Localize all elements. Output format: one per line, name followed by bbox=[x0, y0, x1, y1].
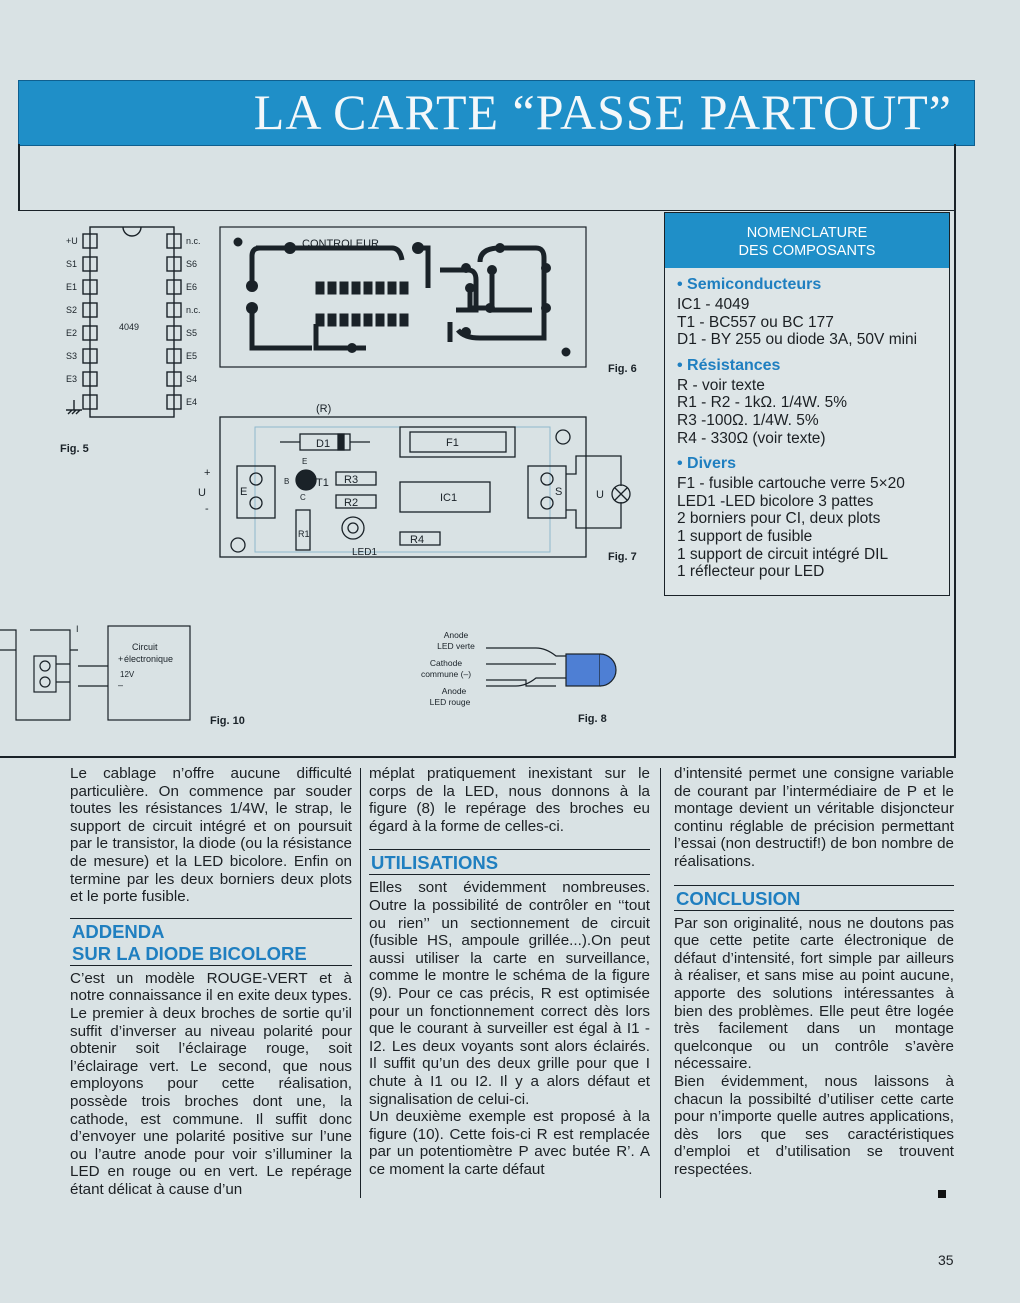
addenda-heading bbox=[70, 918, 352, 966]
nomen-item: T1 - BC557 ou BC 177 bbox=[677, 313, 834, 331]
nomen-item: 1 réflecteur pour LED bbox=[677, 563, 825, 581]
pin-label-right: E4 bbox=[186, 397, 198, 407]
pin-label-left: S2 bbox=[66, 305, 78, 315]
fig7-r2: R2 bbox=[344, 497, 359, 509]
paragraph: C’est un modèle ROUGE-VERT et à notre connaissance il en exite deux types. Le premier à deux broches de sortie qu’il suffit d’inverser au niveau polarité pour obtenir soit l’éclairage rouge, soit l’éclairage vert. Le second, que nous employons pour cette réalisation, possède trois broches dont une, la cathode, est commune. Il suffit donc d’envoyer une polarité positive sur l’une ou l’autre anode pour voir s’illuminer la LED en rouge ou en vert. Le repérage étant délicat à cause d’un bbox=[70, 969, 352, 1198]
fig7-e: E bbox=[240, 486, 248, 498]
figure-area-top-rule bbox=[18, 210, 956, 211]
nomenclature-heading-line2: DES COMPOSANTS bbox=[738, 243, 876, 259]
nomen-item: 1 support de fusible bbox=[677, 527, 813, 545]
paragraph: Elles sont évidemment nombreuses. Outre la possibilité de contrôler en ‘‘tout ou rien’’ un sectionnement de circuit (fusible HS, ampoule grillée...).On peut aussi utiliser la carte en surveillance, comme le montre le schéma de la figure (9). Pour ce cas précis, R est optimisée pour un fonctionnement correct dès lors que le courant à surveiller est égal à I1 - I2. Les deux voyants sont alors éclairés. Il suffit qu’un des deux grille pour que I chute à I1 ou I2. Il y a alors défaut et signalisation de celui-ci. bbox=[369, 879, 650, 1108]
semiconducteurs-title: • Semiconducteurs bbox=[677, 276, 822, 293]
paragraph: Par son originalité, nous ne doutons pas que cette petite carte électronique de défaut d’intensité, fort simple par ailleurs à réaliser, et sans mise au point aucune, apporte des solutions intéressantes à bien des problèmes. Elle peut être logée très facilement dans un montage quelconque ou un contrôle s’avère nécessaire. bbox=[674, 914, 954, 1073]
ic-pad bbox=[328, 314, 336, 326]
ic-pad bbox=[388, 282, 396, 294]
fig5-chip-label: 4049 bbox=[119, 322, 140, 332]
fig8-led bbox=[486, 648, 616, 686]
nomen-item: R1 - R2 - 1kΩ. 1/4W. 5% bbox=[677, 394, 848, 412]
fig7-label: Fig. 7 bbox=[608, 551, 637, 563]
ic-pad bbox=[376, 314, 384, 326]
page-title: LA CARTE “PASSE PARTOUT” bbox=[253, 84, 952, 140]
title-banner bbox=[18, 80, 975, 146]
nomen-item: R3 -100Ω. 1/4W. 5% bbox=[677, 411, 819, 429]
divers-title: • Divers bbox=[677, 455, 736, 473]
fig10-12v: 12V bbox=[120, 670, 135, 679]
nomen-item: 1 support de circuit intégré DIL bbox=[677, 545, 889, 563]
nomen-item: D1 - BY 255 ou diode 3A, 50V mini bbox=[677, 331, 918, 349]
utilisations-heading: UTILISATIONS bbox=[369, 849, 650, 875]
nomenclature-heading bbox=[665, 213, 949, 268]
ic-pad bbox=[364, 314, 372, 326]
ic-pad bbox=[352, 314, 360, 326]
ic-pad bbox=[328, 282, 336, 294]
fig7-plus: + bbox=[204, 467, 211, 479]
nomen-item: F1 - fusible cartouche verre 5×20 bbox=[677, 475, 905, 493]
fig5-label: Fig. 5 bbox=[60, 443, 89, 455]
pin-label-left: E3 bbox=[66, 374, 78, 384]
fig7-u-left: U bbox=[198, 487, 206, 499]
fig7-s: S bbox=[555, 486, 563, 498]
fig8-line1: Anode bbox=[443, 630, 469, 640]
fig7-r4: R4 bbox=[410, 534, 425, 546]
pin-label-left: S1 bbox=[66, 259, 78, 269]
fig7-r-label: (R) bbox=[316, 403, 332, 415]
ic-pad bbox=[376, 282, 384, 294]
page-right-rule bbox=[954, 144, 956, 756]
pin-label-right: n.c. bbox=[186, 236, 201, 246]
fig10-minus: – bbox=[118, 680, 124, 690]
fig8-line5: Anode bbox=[441, 686, 467, 696]
pin-label-right: S5 bbox=[186, 328, 198, 338]
column-rule-1 bbox=[360, 768, 361, 1198]
pin-label-right: E5 bbox=[186, 351, 198, 361]
fig6-pcb bbox=[220, 227, 586, 367]
pin-label-right: n.c. bbox=[186, 305, 201, 315]
paragraph: Bien évidemment, nous laissons à chacun la possibilté d’utiliser cette carte pour n’importe quelle autres applications, dès lors que ses caractéristiques d’emploi et d’utilisation se trouvent respectées. bbox=[674, 1072, 954, 1178]
fig7-ic1: IC1 bbox=[440, 492, 458, 504]
ic-pad bbox=[316, 282, 324, 294]
nomen-item: LED1 -LED bicolore 3 pattes bbox=[677, 492, 874, 510]
ic-pad bbox=[400, 282, 408, 294]
fig7-led: LED1 bbox=[352, 547, 378, 558]
addenda-heading-line1: ADDENDA bbox=[72, 920, 165, 942]
figure-area-bottom-rule bbox=[0, 756, 956, 758]
fig7-d1: D1 bbox=[316, 438, 331, 450]
ic-pad bbox=[364, 282, 372, 294]
figures-illustration bbox=[0, 212, 664, 756]
paragraph: Le cablage n’offre aucune difficulté particulière. On commence par souder toutes les résistances 1/4W, le strap, le support de circuit intégré et on poursuit par le transistor, la diode (ou la résistance de mesure) et la LED bicolore. Enfin on termine par les deux borniers deux plots et le porte fusible. bbox=[70, 765, 352, 906]
fig7-r1: R1 bbox=[298, 529, 310, 539]
pin-label-left: +U bbox=[66, 236, 78, 246]
fig10-box-line2: électronique bbox=[124, 654, 174, 664]
fig7-minus: - bbox=[205, 503, 209, 515]
pin-label-left: S3 bbox=[66, 351, 78, 361]
ic-pad bbox=[352, 282, 360, 294]
fig6-label: Fig. 6 bbox=[608, 363, 637, 375]
fig8-label: Fig. 8 bbox=[578, 713, 607, 725]
nomenclature-box bbox=[664, 212, 950, 596]
resistances-title: • Résistances bbox=[677, 356, 781, 374]
text-column-3 bbox=[674, 765, 954, 1178]
fig8-line3: Cathode bbox=[429, 658, 463, 668]
ic-pad bbox=[340, 282, 348, 294]
fig7-b: B bbox=[284, 477, 290, 486]
pin-label-right: S4 bbox=[186, 374, 198, 384]
nomenclature-heading-line1: NOMENCLATURE bbox=[746, 225, 868, 241]
page-left-rule bbox=[18, 144, 20, 210]
fig10-plus: + bbox=[118, 654, 124, 664]
nomen-item: R4 - 330Ω (voir texte) bbox=[677, 429, 826, 447]
ic-pad bbox=[340, 314, 348, 326]
nomen-item: 2 borniers pour CI, deux plots bbox=[677, 510, 881, 528]
ic-pad bbox=[400, 314, 408, 326]
fig7-layout bbox=[220, 417, 630, 557]
pin-label-left: E1 bbox=[66, 282, 78, 292]
fig10-box-line1: Circuit bbox=[132, 642, 158, 652]
paragraph: d’intensité permet une consigne variable de courant par l’intermédiaire de P et le montage devient un véritable disjoncteur continu réglable de précision permettant l’essai (non destructif!) de bon nombre de réalisations. bbox=[674, 765, 954, 870]
addenda-heading-line2: SUR LA DIODE BICOLORE bbox=[72, 942, 307, 964]
fig10-schematic bbox=[0, 626, 190, 720]
nomen-item: R - voir texte bbox=[677, 376, 765, 394]
paragraph: méplat pratiquement inexistant sur le corps de la LED, nous donnons à la figure (8) le repérage des broches eu égard à la forme de celles-ci. bbox=[369, 765, 650, 835]
paragraph: Un deuxième exemple est proposé à la figure (10). Cette fois-ci R est remplacée par un potentiomètre P avec butée R’. A ce moment la carte défaut bbox=[369, 1108, 650, 1178]
text-column-2 bbox=[369, 765, 650, 1178]
conclusion-heading: CONCLUSION bbox=[674, 885, 954, 911]
fig6-controleur-text: CONTROLEUR bbox=[302, 238, 380, 250]
ic-pad bbox=[316, 314, 324, 326]
pin-label-right: E6 bbox=[186, 282, 198, 292]
end-of-article-mark bbox=[938, 1190, 946, 1198]
fig10-current: I bbox=[76, 624, 79, 634]
page-number: 35 bbox=[938, 1252, 954, 1268]
fig7-c-pin: C bbox=[300, 493, 306, 502]
fig8-line6: LED rouge bbox=[429, 697, 471, 707]
fig10-label: Fig. 10 bbox=[210, 715, 245, 727]
nomen-item: IC1 - 4049 bbox=[677, 296, 750, 313]
pin-label-left: E2 bbox=[66, 328, 78, 338]
fig7-f1: F1 bbox=[446, 437, 459, 449]
fig7-r3: R3 bbox=[344, 474, 359, 486]
fig7-t1: T1 bbox=[316, 477, 329, 489]
fig8-line2: LED verte bbox=[437, 641, 475, 651]
text-column-1 bbox=[70, 765, 352, 1198]
column-rule-2 bbox=[660, 768, 661, 1198]
fig7-u-right: U bbox=[596, 489, 604, 501]
fig8-line4: commune (–) bbox=[420, 669, 472, 679]
fig7-e-pin: E bbox=[302, 457, 308, 466]
ic-pad bbox=[388, 314, 396, 326]
pin-label-right: S6 bbox=[186, 259, 198, 269]
